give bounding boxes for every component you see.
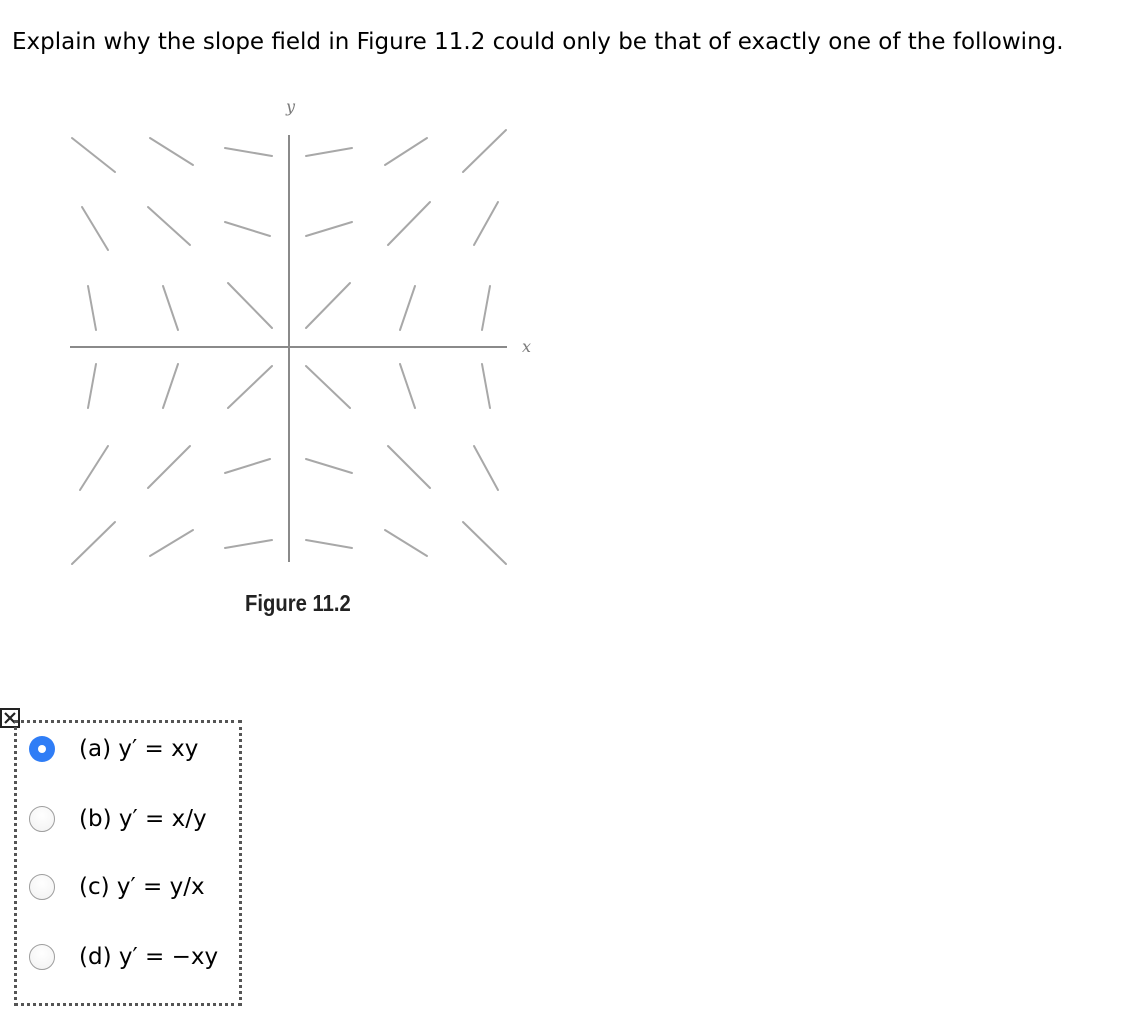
question-text: Explain why the slope field in Figure 11.2 could only be that of exactly one of the following. — [12, 29, 1064, 55]
slope-segment — [385, 138, 427, 165]
option-d-label: (d) y′ = −xy — [79, 944, 219, 970]
slope-segment — [306, 283, 350, 328]
radio-option-c[interactable] — [29, 874, 55, 900]
slope-segment — [88, 364, 96, 408]
slope-segment — [482, 364, 490, 408]
x-axis-label: x — [522, 337, 532, 356]
radio-option-a[interactable] — [29, 736, 55, 762]
slope-segment — [400, 364, 415, 408]
answer-options — [14, 720, 242, 1006]
slope-segment — [72, 522, 115, 564]
figure-caption: Figure 11.2 — [245, 590, 351, 616]
y-axis-label: y — [286, 97, 296, 116]
slope-segment — [306, 366, 350, 408]
slope-field-figure — [60, 90, 550, 570]
slope-segment — [225, 222, 270, 236]
option-a[interactable] — [29, 733, 198, 765]
slope-segment — [474, 446, 498, 490]
slope-segment — [88, 286, 96, 330]
option-d[interactable] — [29, 941, 218, 973]
slope-segment — [148, 207, 190, 245]
slope-segment — [385, 530, 427, 556]
slope-segment — [72, 138, 115, 172]
slope-segment — [228, 283, 272, 328]
slope-segment — [163, 286, 178, 330]
slope-segment — [400, 286, 415, 330]
slope-segment — [163, 364, 178, 408]
slope-segment — [388, 202, 430, 245]
slope-segment — [80, 446, 108, 490]
slope-segment — [150, 138, 193, 165]
radio-option-b[interactable] — [29, 806, 55, 832]
option-b[interactable] — [29, 803, 207, 835]
slope-segment — [306, 222, 352, 236]
option-c[interactable] — [29, 871, 205, 903]
option-b-label: (b) y′ = x/y — [79, 806, 207, 832]
slope-segment — [474, 202, 498, 245]
slope-segment — [225, 148, 272, 156]
slope-segment — [225, 540, 272, 548]
slope-segment — [463, 130, 506, 172]
slope-segment — [82, 207, 108, 250]
slope-segment — [228, 366, 272, 408]
option-c-label: (c) y′ = y/x — [79, 874, 205, 900]
radio-option-d[interactable] — [29, 944, 55, 970]
slope-segment — [225, 459, 270, 473]
slope-segment — [388, 446, 430, 488]
slope-segment — [482, 286, 490, 330]
slope-segment — [150, 530, 193, 556]
slope-segment — [306, 540, 352, 548]
slope-segment — [306, 459, 352, 473]
slope-segment — [148, 446, 190, 488]
slope-segment — [463, 522, 506, 564]
option-a-label: (a) y′ = xy — [79, 736, 199, 762]
slope-segment — [306, 148, 352, 156]
slope-field-plot — [60, 90, 550, 570]
